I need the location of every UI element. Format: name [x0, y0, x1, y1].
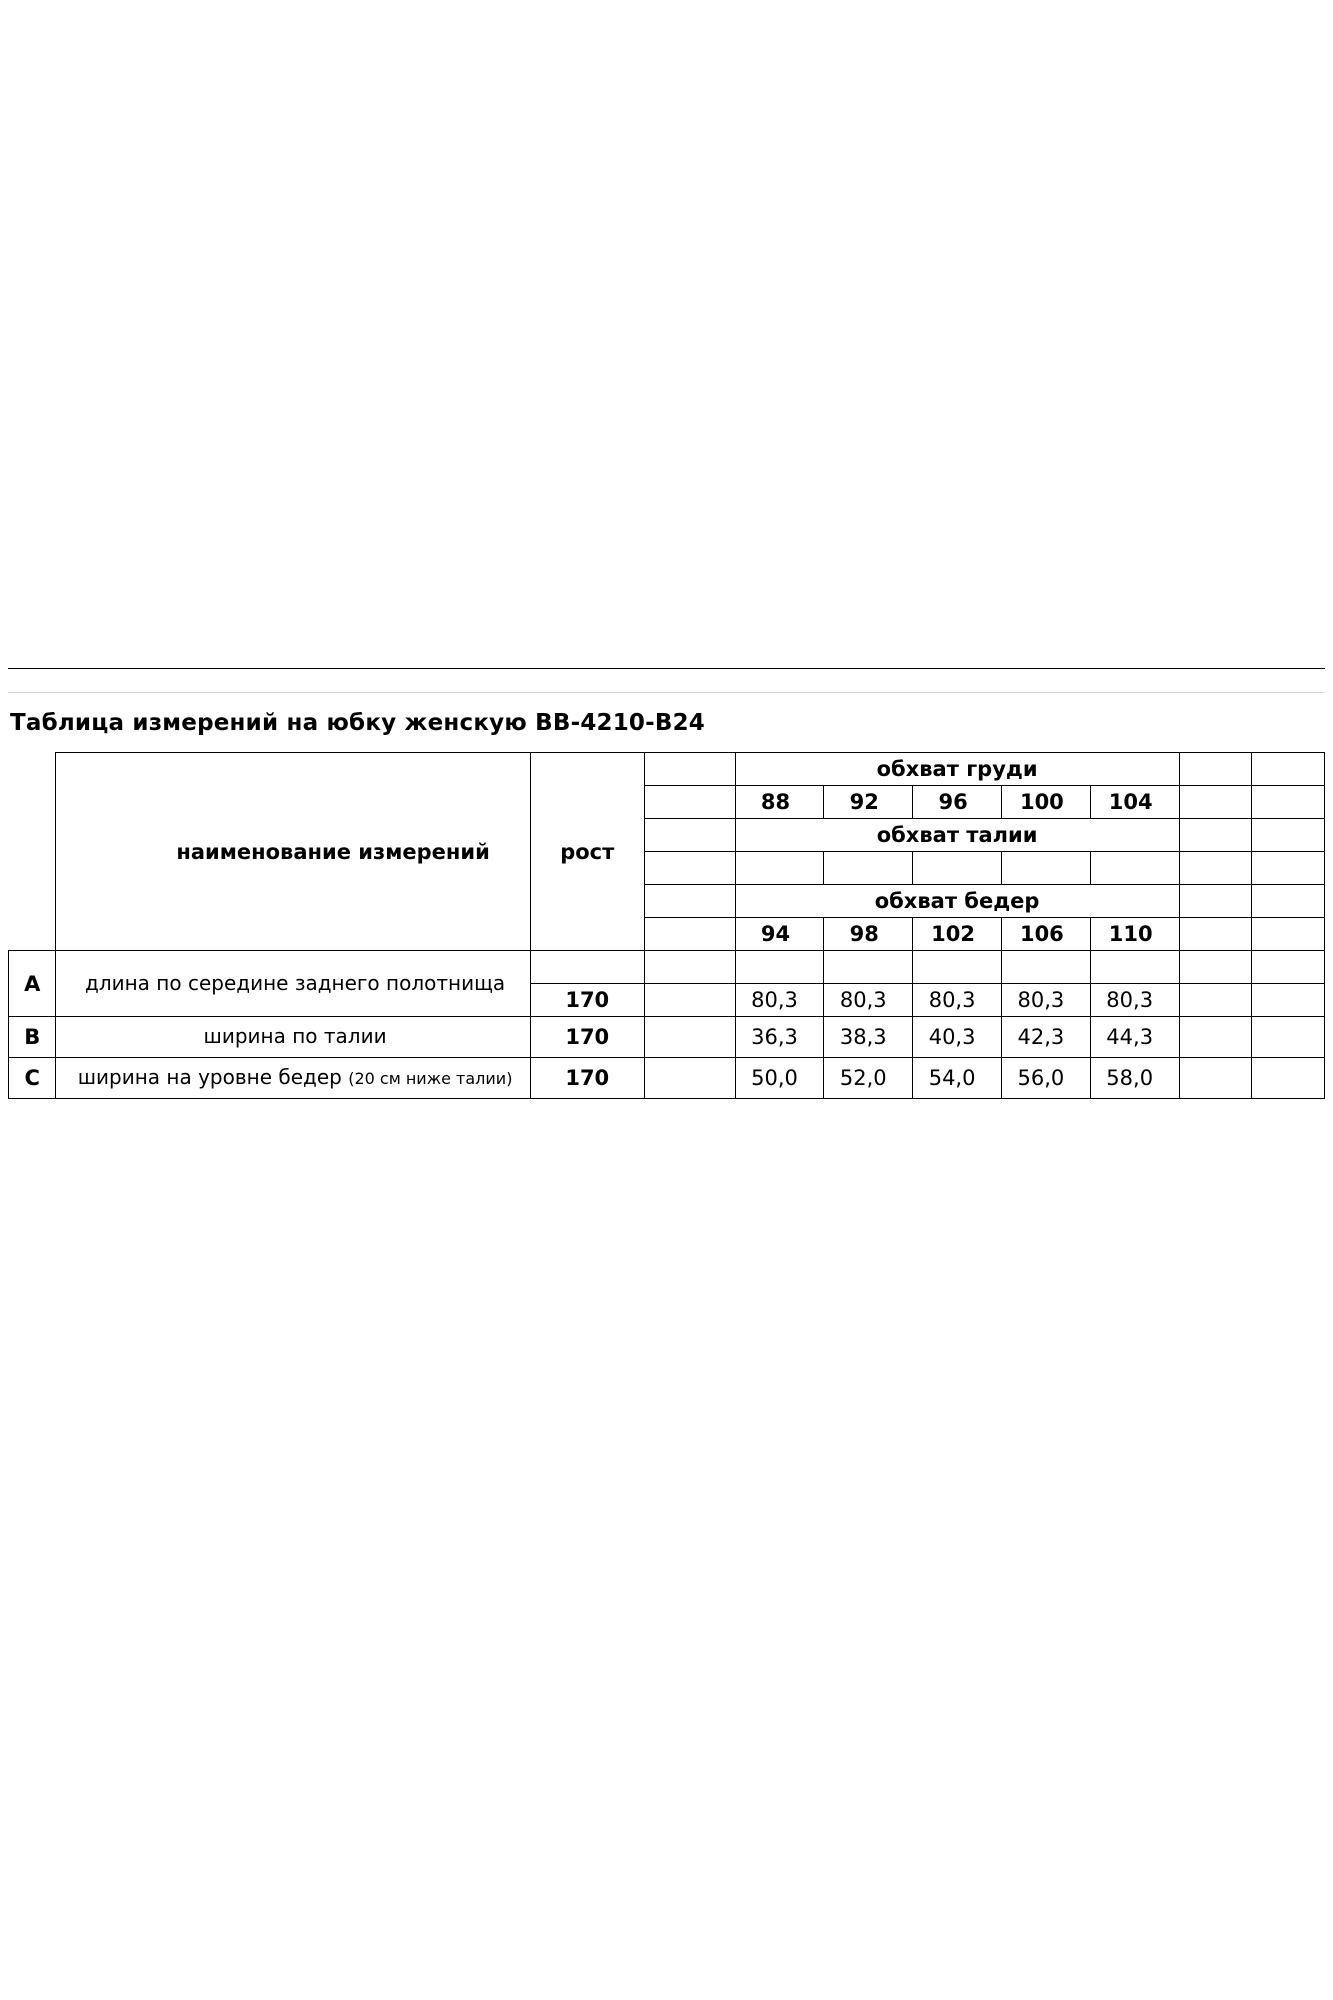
blank-cell — [1179, 885, 1252, 918]
blank-cell — [1179, 819, 1252, 852]
chest-size — [1179, 786, 1252, 819]
header-rost-column: рост — [530, 753, 644, 951]
row-value: 36,3 — [735, 1017, 824, 1058]
blank-cell — [644, 951, 735, 984]
row-letter: B — [9, 1017, 56, 1058]
blank-cell — [1090, 951, 1179, 984]
row-rost: 170 — [530, 1017, 644, 1058]
blank-cell — [644, 852, 735, 885]
row-value: 40,3 — [913, 1017, 1002, 1058]
waist-size — [1179, 852, 1252, 885]
row-letter: C — [9, 1058, 56, 1099]
hips-size: 102 — [913, 918, 1002, 951]
blank-cell — [644, 753, 735, 786]
waist-size — [1001, 852, 1090, 885]
chest-size: 96 — [913, 786, 1002, 819]
row-name-note: (20 см ниже талии) — [348, 1069, 513, 1089]
waist-size — [735, 852, 824, 885]
row-name: ширина по талии — [56, 1017, 530, 1058]
row-value: 42,3 — [1001, 1017, 1090, 1058]
blank-cell — [644, 819, 735, 852]
row-value — [644, 984, 735, 1017]
row-value — [1179, 1058, 1252, 1099]
row-name-main: ширина на уровне бедер — [77, 1065, 349, 1090]
row-value: 38,3 — [824, 1017, 913, 1058]
row-value: 80,3 — [913, 984, 1002, 1017]
blank-cell — [644, 786, 735, 819]
row-value — [644, 1058, 735, 1099]
row-value — [1179, 984, 1252, 1017]
spacer-cell — [9, 753, 56, 951]
blank-cell — [644, 918, 735, 951]
blank-cell — [1252, 885, 1325, 918]
row-value: 80,3 — [735, 984, 824, 1017]
waist-size — [1252, 852, 1325, 885]
row-value — [644, 1017, 735, 1058]
chest-size — [1252, 786, 1325, 819]
group-label-chest: обхват груди — [735, 753, 1179, 786]
table-row-chest-label — [9, 753, 1325, 786]
blank-cell — [644, 885, 735, 918]
row-value: 80,3 — [1090, 984, 1179, 1017]
top-divider-secondary — [8, 692, 1325, 693]
table-row — [9, 951, 1325, 984]
row-value — [1252, 984, 1325, 1017]
blank-cell — [913, 951, 1002, 984]
blank-cell — [1179, 951, 1252, 984]
hips-size: 106 — [1001, 918, 1090, 951]
row-value — [1179, 1017, 1252, 1058]
waist-size — [824, 852, 913, 885]
blank-cell — [1001, 951, 1090, 984]
row-value — [1252, 1058, 1325, 1099]
chest-size: 104 — [1090, 786, 1179, 819]
hips-size: 94 — [735, 918, 824, 951]
hips-size: 98 — [824, 918, 913, 951]
row-rost: 170 — [530, 1058, 644, 1099]
row-value: 44,3 — [1090, 1017, 1179, 1058]
waist-size — [1090, 852, 1179, 885]
row-value: 56,0 — [1001, 1058, 1090, 1099]
top-divider — [8, 668, 1325, 669]
row-value — [1252, 1017, 1325, 1058]
row-value: 54,0 — [913, 1058, 1002, 1099]
hips-size — [1179, 918, 1252, 951]
chest-size: 92 — [824, 786, 913, 819]
blank-cell — [1252, 753, 1325, 786]
table-row — [9, 1017, 1325, 1058]
row-letter: A — [9, 951, 56, 1017]
group-label-waist: обхват талии — [735, 819, 1179, 852]
waist-size — [913, 852, 1002, 885]
hips-size: 110 — [1090, 918, 1179, 951]
table-row — [9, 1058, 1325, 1099]
row-name: длина по середине заднего полотнища — [56, 951, 530, 1017]
blank-cell — [824, 951, 913, 984]
chest-size: 100 — [1001, 786, 1090, 819]
hips-size — [1252, 918, 1325, 951]
row-value: 58,0 — [1090, 1058, 1179, 1099]
row-rost: 170 — [530, 984, 644, 1017]
blank-cell — [1179, 753, 1252, 786]
blank-cell — [735, 951, 824, 984]
page-title: Таблица измерений на юбку женскую ВВ-4210-В24 — [10, 710, 706, 736]
header-name-column: наименование измерений — [56, 753, 530, 951]
blank-cell — [530, 951, 644, 984]
group-label-hips: обхват бедер — [735, 885, 1179, 918]
row-value: 80,3 — [1001, 984, 1090, 1017]
blank-cell — [1252, 819, 1325, 852]
blank-cell — [1252, 951, 1325, 984]
chest-size: 88 — [735, 786, 824, 819]
measurements-table — [8, 752, 1325, 1099]
row-name — [56, 1058, 530, 1099]
row-value: 52,0 — [824, 1058, 913, 1099]
row-value: 50,0 — [735, 1058, 824, 1099]
row-value: 80,3 — [824, 984, 913, 1017]
